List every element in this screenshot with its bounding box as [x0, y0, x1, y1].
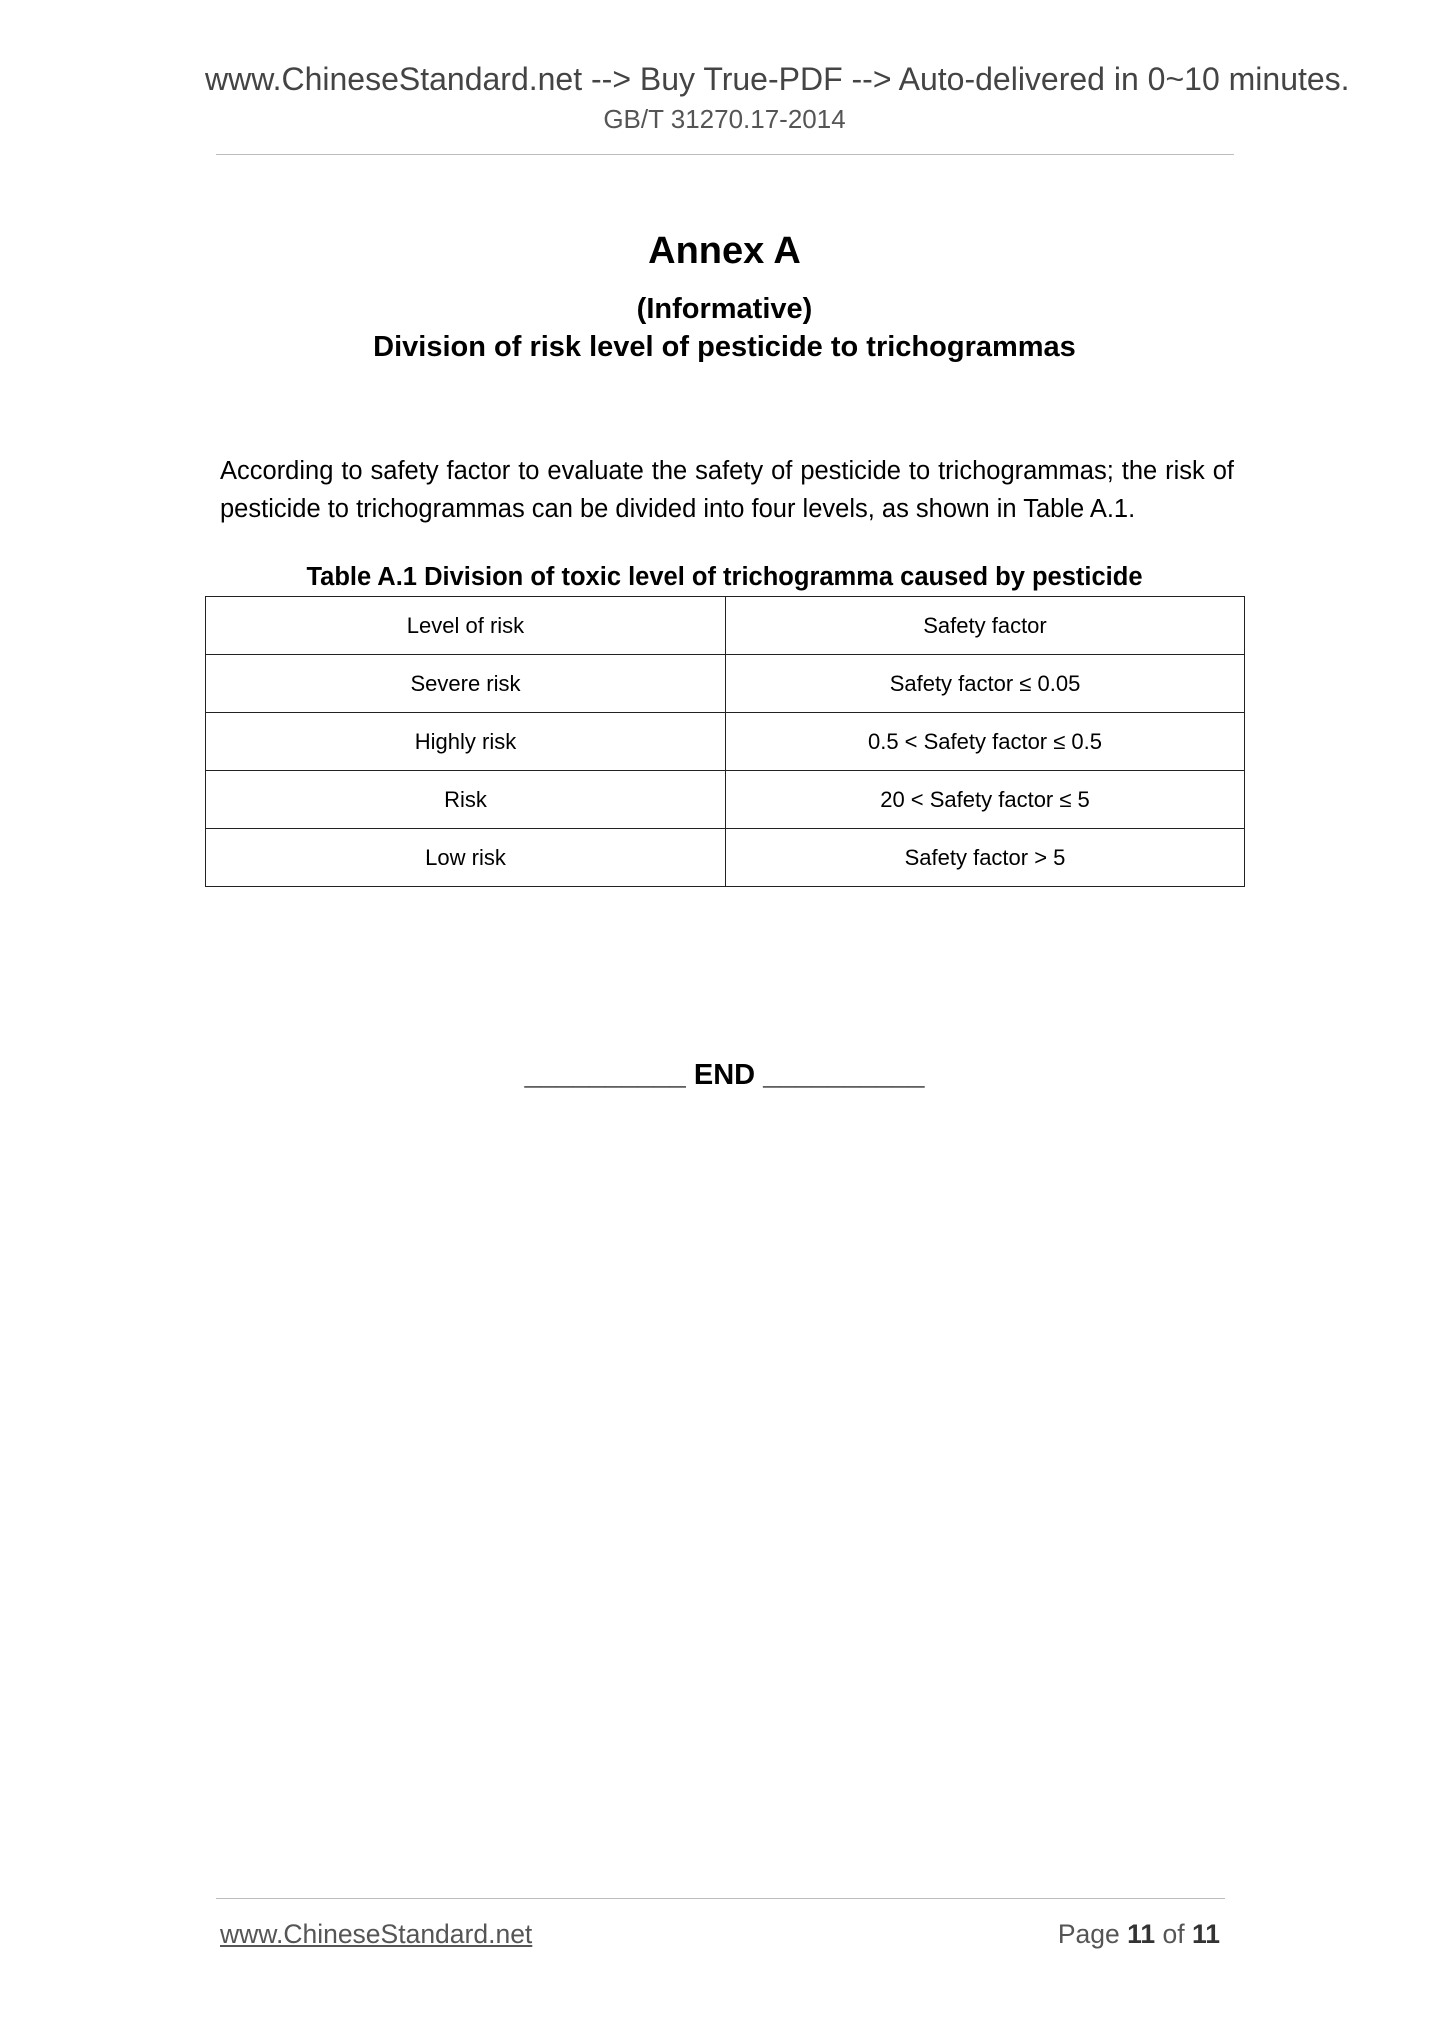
page-indicator [1058, 1917, 1220, 1951]
page-total: 11 [1191, 1919, 1220, 1949]
body-paragraph: According to safety factor to evaluate the safety of pesticide to trichogrammas; the risk of pesticide to trichogrammas can be divided into four levels, as shown in Table A.1. [220, 457, 1234, 523]
standard-code: GB/T 31270.17-2014 [603, 104, 846, 134]
annex-type: (Informative) [636, 293, 813, 325]
risk-level-table [205, 596, 1245, 887]
annex-title: Annex A [648, 230, 801, 272]
page-current: 11 [1127, 1919, 1156, 1949]
page-label: Page [1057, 1919, 1120, 1949]
cell-level: Low risk [206, 829, 726, 887]
header-banner: www.ChineseStandard.net --> Buy True-PDF --> Auto-delivered in 0~10 minutes. [205, 61, 1350, 97]
cell-level: Risk [206, 771, 726, 829]
page-of-label: of [1162, 1919, 1185, 1949]
cell-level: Severe risk [206, 655, 726, 713]
header-divider [216, 154, 1234, 155]
table-header-row [206, 597, 1245, 655]
table-row [206, 771, 1245, 829]
footer-site-link[interactable]: www.ChineseStandard.net [220, 1919, 533, 1949]
table-row [206, 829, 1245, 887]
column-header-safety-factor: Safety factor [726, 597, 1245, 655]
end-marker: __________ END __________ [524, 1059, 925, 1091]
cell-safety-factor: 20 < Safety factor ≤ 5 [726, 771, 1245, 829]
table-caption: Table A.1 Division of toxic level of trichogramma caused by pesticide [306, 563, 1143, 591]
cell-safety-factor: Safety factor > 5 [726, 829, 1245, 887]
column-header-level: Level of risk [206, 597, 726, 655]
table-row [206, 655, 1245, 713]
cell-safety-factor: 0.5 < Safety factor ≤ 0.5 [726, 713, 1245, 771]
annex-subtitle: Division of risk level of pesticide to trichogrammas [373, 331, 1076, 363]
cell-level: Highly risk [206, 713, 726, 771]
footer-divider [216, 1898, 1225, 1899]
cell-safety-factor: Safety factor ≤ 0.05 [726, 655, 1245, 713]
table-row [206, 713, 1245, 771]
